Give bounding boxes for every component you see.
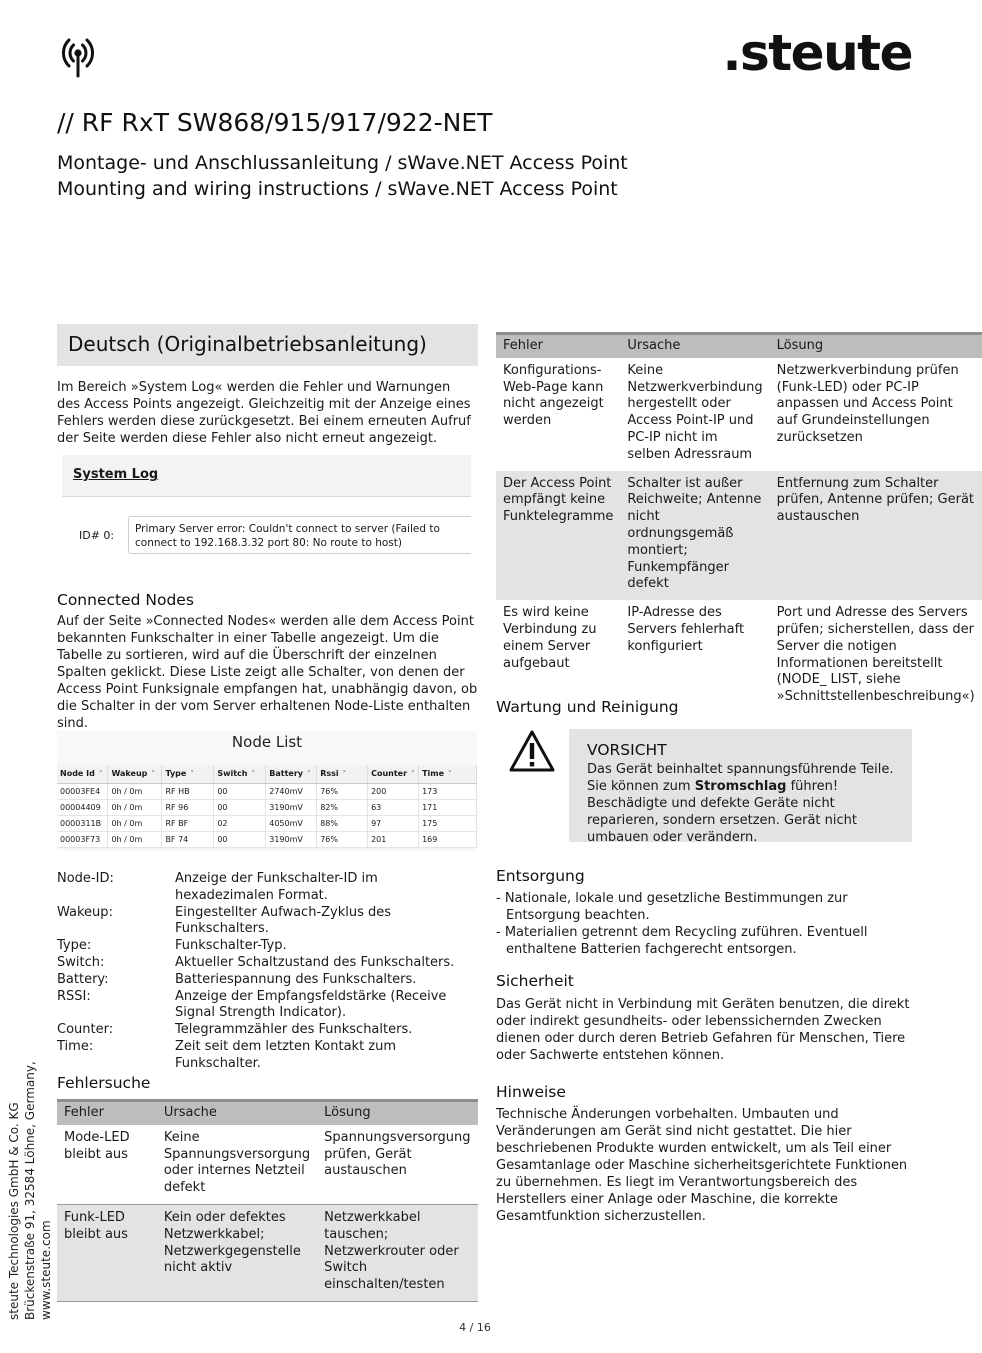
table-cell: Keine Spannungsversorgung oder internes Netzteil defekt <box>157 1125 317 1205</box>
definition-term: Battery: <box>57 971 109 987</box>
sort-caret-icon: ˅ <box>342 770 347 779</box>
hinweise-heading: Hinweise <box>496 1083 566 1101</box>
table-cell: Schalter ist außer Reichweite; Antenne nicht ordnungsgemäß montiert; Funkempfänger defekt <box>620 471 769 601</box>
node-list-row <box>57 831 477 847</box>
definition-desc: Batteriespannung des Funkschalters. <box>175 971 417 987</box>
definition-desc: Zeit seit dem letzten Kontakt zum Funkschalter. <box>175 1038 397 1071</box>
table-cell: Mode-LED bleibt aus <box>57 1125 157 1205</box>
node-list-cell: 3190mV <box>266 799 317 815</box>
intro-text: Im Bereich »System Log« werden die Fehler und Warnungen des Access Points angezeigt. Gleichzeitig mit der Anzeige eines Fehlers werden diese zurückgesetzt. Bei einem erneuten Aufruf der Seite werden diese Fehler also nicht erneut angezeigt. <box>57 380 471 446</box>
definition-desc: Eingestellter Aufwach-Zyklus des Funkschalters. <box>175 904 392 937</box>
definition-row <box>57 905 477 939</box>
table-header: Ursache <box>620 334 769 358</box>
page-number: 4 / 16 <box>459 1321 491 1334</box>
node-list-row <box>57 783 477 799</box>
node-list-cell: 00003F73 <box>57 831 108 847</box>
subtitle-de: Montage- und Anschlussanleitung / sWave.NET Access Point <box>57 152 628 174</box>
definition-row <box>57 871 477 905</box>
node-list-row <box>57 799 477 815</box>
node-list-cell: BF 74 <box>162 831 214 847</box>
definition-desc: Funkschalter-Typ. <box>175 938 287 954</box>
table-header: Ursache <box>157 1101 317 1125</box>
sicherheit-heading: Sicherheit <box>496 972 574 990</box>
definition-desc: Anzeige der Empfangsfeldstärke (Receive Signal Strength Indicator). <box>175 988 447 1021</box>
node-list-cell: 0h / 0m <box>108 815 162 831</box>
node-list-cell: 76% <box>317 783 368 799</box>
definition-desc: Anzeige der Funkschalter-ID im hexadezimalen Format. <box>175 871 378 903</box>
list-item: - Materialien getrennt dem Recycling zuführen. Eventuell enthaltene Batterien fachgerecht entsorgen. <box>496 925 868 957</box>
node-list-column-header[interactable]: Wakeup ˅ <box>108 765 162 783</box>
table-cell: Spannungsversorgung prüfen, Gerät austauschen <box>317 1125 478 1205</box>
table-header: Lösung <box>317 1101 478 1125</box>
table-cell: Entfernung zum Schalter prüfen, Antenne prüfen; Gerät austauschen <box>770 471 982 601</box>
sicherheit-text: Das Gerät nicht in Verbindung mit Geräten benutzen, die direkt oder indirekt gesundheits- oder lebenssichernden Zwecken dienen oder durch deren Betrieb Gefahren für Menschen, Tiere oder Sachwerte entstehen können. <box>496 997 910 1063</box>
node-list-cell: RF 96 <box>162 799 214 815</box>
definition-term: Type: <box>57 938 92 954</box>
node-list-cell: 00 <box>214 799 266 815</box>
sort-caret-icon: ˅ <box>151 770 155 779</box>
table-cell: Funk-LED bleibt aus <box>57 1204 157 1301</box>
node-list-cell: RF HB <box>162 783 214 799</box>
caution-box <box>569 729 912 845</box>
wartung-heading: Wartung und Reinigung <box>496 698 679 716</box>
node-list-column-header[interactable]: Time ˅ <box>419 765 477 783</box>
node-list-cell: 76% <box>317 831 368 847</box>
definition-desc: Aktueller Schaltzustand des Funkschalters. <box>175 954 455 970</box>
node-list-cell: 0h / 0m <box>108 799 162 815</box>
table-row <box>57 1125 478 1205</box>
definition-row <box>57 955 477 972</box>
node-list-cell: RF BF <box>162 815 214 831</box>
sort-caret-icon: ˅ <box>251 770 255 779</box>
node-list-title: Node List <box>231 733 303 751</box>
definition-row <box>57 989 477 1023</box>
company-address: steute Technologies GmbH & Co. KG Brückenstraße 91, 32584 Löhne, Germany, www.steute.com <box>7 1061 53 1320</box>
table-row <box>496 600 982 713</box>
node-list-cell: 171 <box>419 799 477 815</box>
table-header: Lösung <box>770 334 982 358</box>
table-header: Fehler <box>496 334 620 358</box>
table-row <box>496 471 982 601</box>
caution-title: VORSICHT <box>587 741 667 759</box>
table-cell: Konfigurations-Web-Page kann nicht angezeigt werden <box>503 362 604 429</box>
troubleshooting-table-continued <box>496 332 982 713</box>
table-cell: Es wird keine Verbindung zu einem Server aufgebaut <box>503 605 597 671</box>
definition-term: Counter: <box>57 1022 114 1038</box>
sort-caret-icon: ˅ <box>306 770 311 779</box>
definition-row <box>57 1022 477 1039</box>
node-list-cell: 97 <box>368 815 419 831</box>
node-list-column-header[interactable]: Switch ˅ <box>214 765 266 783</box>
node-list-cell: 00003FE4 <box>57 783 108 799</box>
table-cell: Netzwerkverbindung prüfen (Funk-LED) oder PC-IP anpassen und Access Point auf Grundeinstellungen zurücksetzen <box>776 362 959 445</box>
node-list-cell: 0h / 0m <box>108 783 162 799</box>
node-list-cell: 00 <box>214 831 266 847</box>
table-cell: Keine Netzwerkverbindung hergestellt oder Access Point-IP und PC-IP nicht im selben Adressraum <box>627 362 763 462</box>
log-message: Primary Server error: Couldn't connect to server (Failed to connect to 192.168.3.32 port 80: No route to host) <box>128 516 471 554</box>
node-list-cell: 2740mV <box>266 783 317 799</box>
sort-caret-icon: ˅ <box>448 770 452 779</box>
connected-nodes-heading: Connected Nodes <box>57 591 194 609</box>
language-section-header: Deutsch (Originalbetriebsanleitung) <box>57 324 478 366</box>
node-list-column-header[interactable]: Type ˅ <box>162 765 214 783</box>
caution-text: Das Gerät beinhaltet spannungsführende Teile. Sie können zum Stromschlag führen! Beschädigte und defekte Geräte nicht reparieren, sondern ersetzen. Gerät nicht umbauen oder verändern. <box>587 762 894 845</box>
brand-logo: .steute <box>722 24 912 82</box>
definition-term: Node-ID: <box>57 871 114 886</box>
table-cell: Netzwerkkabel tauschen; Netzwerkrouter oder Switch einschalten/testen <box>317 1204 478 1301</box>
field-definitions <box>57 871 477 1073</box>
table-row <box>496 358 982 471</box>
definition-term: Switch: <box>57 954 105 970</box>
node-list-cell: 63 <box>368 799 419 815</box>
node-list-cell: 82% <box>317 799 368 815</box>
node-list-cell: 0000311B <box>57 815 108 831</box>
node-list-cell: 02 <box>214 815 266 831</box>
node-list-cell: 00004409 <box>57 799 108 815</box>
system-log-title: System Log <box>73 467 159 482</box>
node-list-cell: 200 <box>368 783 419 799</box>
definition-row <box>57 972 477 989</box>
antenna-icon <box>55 32 101 78</box>
troubleshooting-table <box>57 1099 478 1302</box>
node-list-cell: 201 <box>368 831 419 847</box>
definition-row <box>57 938 477 955</box>
node-list-column-header[interactable]: Counter ˅ <box>368 765 419 783</box>
sort-caret-icon: ˅ <box>190 770 194 779</box>
node-list-table <box>57 765 477 848</box>
connected-nodes-text: Auf der Seite »Connected Nodes« werden alle dem Access Point bekannten Funkschalter in einer Tabelle angezeigt. Um die Tabelle zu sortieren, wird auf die Überschrift der einzelnen Spalten geklickt. Diese Liste zeigt alle Schalter, von denen der Access Point Funksignale empfangen hat, unabhängig davon, ob die Schalter in der vom Server erhaltenen Node-Liste enthalten sind. <box>57 614 478 731</box>
sort-caret-icon: ˅ <box>98 770 103 779</box>
fehlersuche-heading: Fehlersuche <box>57 1074 151 1092</box>
definition-term: Time: <box>57 1038 94 1054</box>
node-list-row <box>57 815 477 831</box>
node-list-cell: 173 <box>419 783 477 799</box>
node-list-cell: 169 <box>419 831 477 847</box>
table-header: Fehler <box>57 1101 157 1125</box>
definition-term: Wakeup: <box>57 904 113 920</box>
warning-icon <box>508 729 556 773</box>
node-list-column-header[interactable]: Rssi ˅ <box>317 765 368 783</box>
definition-row <box>57 1039 477 1073</box>
entsorgung-heading: Entsorgung <box>496 867 585 885</box>
definition-desc: Telegrammzähler des Funkschalters. <box>175 1022 413 1038</box>
document-title: // RF RxT SW868/915/917/922-NET <box>57 108 493 137</box>
node-list-cell: 88% <box>317 815 368 831</box>
sort-caret-icon: ˅ <box>411 770 415 779</box>
node-list-cell: 175 <box>419 815 477 831</box>
node-list-screenshot <box>57 731 477 851</box>
subtitle-en: Mounting and wiring instructions / sWave.NET Access Point <box>57 178 618 200</box>
table-cell: Der Access Point empfängt keine Funktelegramme <box>496 471 620 601</box>
table-cell: Kein oder defektes Netzwerkkabel; Netzwerkgegenstelle nicht aktiv <box>157 1204 317 1301</box>
list-item: - Nationale, lokale und gesetzliche Bestimmungen zur Entsorgung beachten. <box>496 891 848 923</box>
definition-term: RSSI: <box>57 988 91 1004</box>
system-log-screenshot <box>57 455 471 557</box>
table-row <box>57 1204 478 1301</box>
table-cell: Port und Adresse des Servers prüfen; sicherstellen, dass der Server die notigen Informationen bereitstellt (NODE_ LIST, siehe »Schnittstellenbeschreibung«) <box>776 605 975 705</box>
node-list-cell: 3190mV <box>266 831 317 847</box>
entsorgung-list <box>496 890 916 958</box>
node-list-cell: 00 <box>214 783 266 799</box>
node-list-cell: 0h / 0m <box>108 831 162 847</box>
log-id-label: ID# 0: <box>79 529 115 542</box>
node-list-column-header[interactable]: Battery ˅ <box>266 765 317 783</box>
node-list-column-header[interactable]: Node Id ˅ <box>57 765 108 783</box>
node-list-cell: 4050mV <box>266 815 317 831</box>
hinweise-text: Technische Änderungen vorbehalten. Umbauten und Veränderungen am Gerät sind nicht gestattet. Die hier beschriebenen Produkte wurden entwickelt, um als Teil einer Gesamtanlage oder Maschine sicherheitsgerichtete Funktionen zu übernehmen. Es liegt im Verantwortungsbereich des Herstellers einer Anlage oder Maschine, die korrekte Gesamtfunktion sicherzustellen. <box>496 1107 908 1224</box>
table-cell: IP-Adresse des Servers fehlerhaft konfiguriert <box>627 605 745 654</box>
